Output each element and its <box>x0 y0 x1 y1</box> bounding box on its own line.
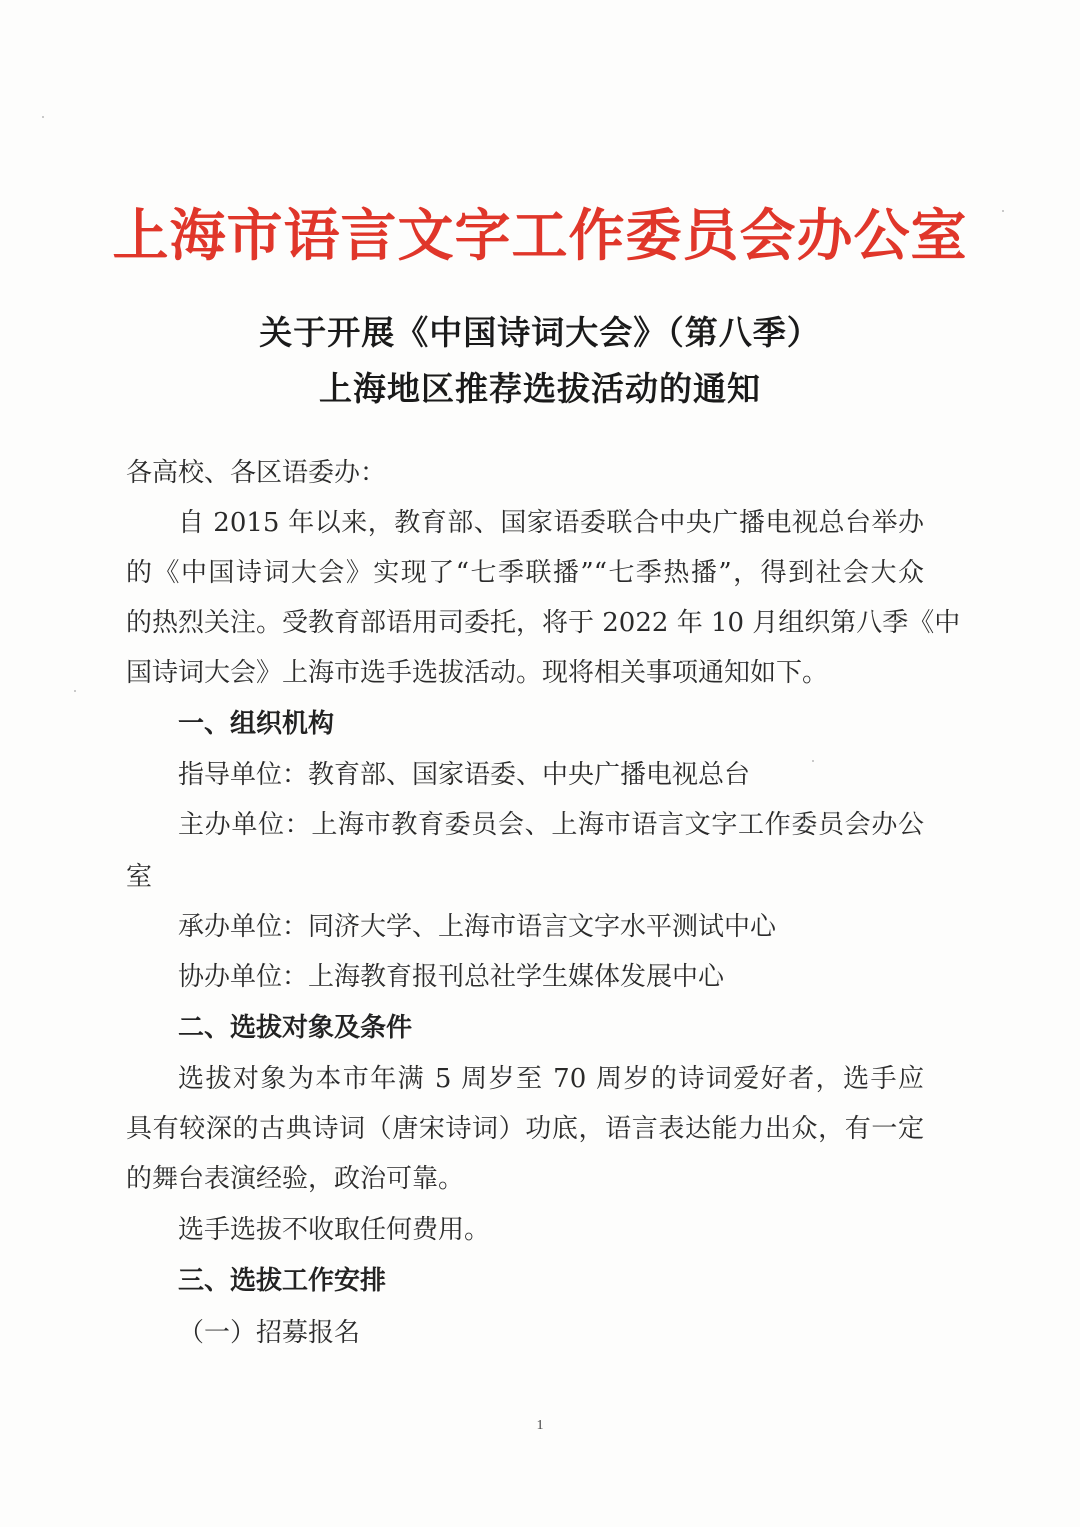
intro-line-1: 自 2015 年以来，教育部、国家语委联合中央广播电视总台举办 <box>178 508 924 538</box>
scan-speck <box>1002 210 1004 212</box>
fee-note: 选手选拔不收取任何费用。 <box>178 1215 491 1245</box>
salutation: 各高校、各区语委办： <box>126 458 387 488</box>
host-unit-line-1: 主办单位：上海市教育委员会、上海市语言文字工作委员会办公 <box>178 810 924 840</box>
intro-line-2: 的《中国诗词大会》实现了“七季联播”“七季热播”，得到社会大众 <box>126 558 924 588</box>
section-1-heading: 一、组织机构 <box>178 709 335 739</box>
intro-line-3: 的热烈关注。受教育部语用司委托，将于 2022 年 10 月组织第八季《中 <box>126 608 961 638</box>
host-unit-line-2: 室 <box>126 862 153 892</box>
section-2-line-3: 的舞台表演经验，政治可靠。 <box>126 1164 465 1194</box>
section-3-heading: 三、选拔工作安排 <box>178 1266 387 1296</box>
section-2-line-1: 选拔对象为本市年满 5 周岁至 70 周岁的诗词爱好者，选手应 <box>178 1064 924 1094</box>
guiding-unit: 指导单位：教育部、国家语委、中央广播电视总台 <box>178 760 751 790</box>
section-2-heading: 二、选拔对象及条件 <box>178 1013 413 1043</box>
scan-speck <box>42 116 44 118</box>
scan-speck <box>74 690 76 692</box>
page-number: 1 <box>536 1418 544 1433</box>
intro-line-4: 国诗词大会》上海市选手选拔活动。现将相关事项通知如下。 <box>126 658 829 688</box>
notice-title-line-2: 上海地区推荐选拔活动的通知 <box>319 369 761 408</box>
section-3-subheading: （一）招募报名 <box>178 1318 361 1348</box>
co-organizer-unit: 协办单位：上海教育报刊总社学生媒体发展中心 <box>178 962 725 992</box>
letterhead-title: 上海市语言文字工作委员会办公室 <box>112 203 968 269</box>
scan-speck <box>812 760 814 762</box>
notice-title-line-1: 关于开展《中国诗词大会》（第八季） <box>259 313 821 352</box>
organizer-unit: 承办单位：同济大学、上海市语言文字水平测试中心 <box>178 912 777 942</box>
section-2-line-2: 具有较深的古典诗词（唐宋诗词）功底，语言表达能力出众，有一定 <box>126 1114 924 1144</box>
